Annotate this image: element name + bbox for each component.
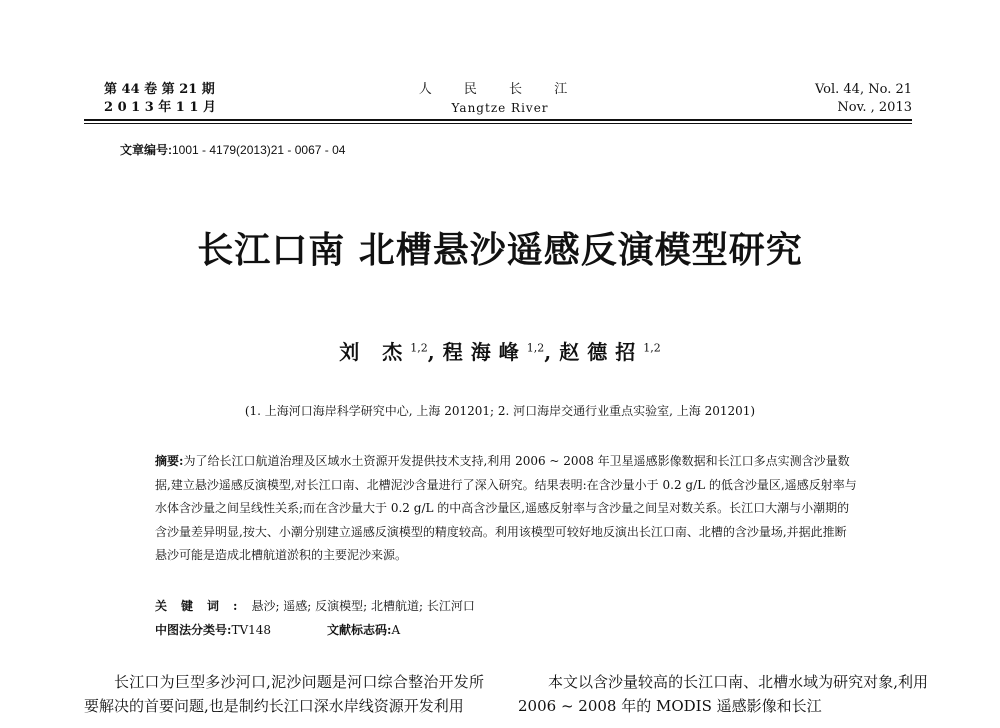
date-line: 2 0 1 3 年 1 1 月	[104, 100, 216, 115]
header-rule-thick	[84, 119, 912, 121]
clc-label: 中图法分类号:	[155, 623, 232, 637]
abstract-text: 为了给长江口航道治理及区域水土资源开发提供技术支持,利用 2006 ~ 2008 年卫星遥感影像数据和长江口多点实测含沙量数据,建立悬沙遥感反演模型,对长江口南、北槽泥沙含量进行了深入研究。结果表明:在含沙量小于 0.2 g/L 的低含沙量区,遥感反射率与水体含沙量之间呈线性关系;而在含沙量大于 0.2 g/L 的中高含沙量区,遥感反射率与含沙量之间呈对数关系。长江口大潮与小潮期的含沙量差异明显,按大、小潮分别建立遥感反演模型的精度较高。利用该模型可较好地反演出长江口南、北槽的含沙量场,并据此推断悬沙可能是造成北槽航道淤积的主要泥沙来源。	[155, 454, 857, 562]
classification	[155, 621, 400, 638]
volume-issue-line: 第 44 卷 第 21 期	[104, 82, 215, 97]
doc-code-label: 文献标志码:	[327, 623, 392, 637]
body-column-right: 本文以含沙量较高的长江口南、北槽水域为研究对象,利用 2006 ~ 2008 年的 MODIS 遥感影像和长江	[518, 673, 928, 715]
doc-code-value: A	[391, 623, 401, 637]
author-affiliation-mark: 1,2	[410, 341, 428, 355]
paper-title: 长江口南 北槽悬沙遥感反演模型研究	[197, 230, 803, 271]
author-name: 刘 杰	[339, 340, 411, 364]
keywords-label: 关键词:	[155, 599, 252, 613]
abstract	[155, 450, 857, 568]
keywords-value: 悬沙; 遥感; 反演模型; 北槽航道; 长江河口	[251, 599, 475, 613]
author-name: 赵德招	[559, 340, 644, 364]
author-affiliation-mark: 1,2	[643, 341, 661, 355]
clc-value: TV148	[231, 623, 272, 637]
journal-name-cn: 人 民 长 江	[418, 82, 582, 97]
journal-name-en: Yangtze River	[451, 101, 549, 115]
body-column-left: 长江口为巨型多沙河口,泥沙问题是河口综合整治开发所要解决的首要问题,也是制约长江口深水岸线资源开发利用	[84, 673, 484, 715]
date-en-line: Nov. , 2013	[837, 100, 912, 115]
article-number-value: 1001 - 4179(2013)21 - 0067 - 04	[172, 143, 346, 157]
volume-en-line: Vol. 44, No. 21	[814, 82, 912, 97]
article-number	[120, 141, 345, 158]
author-name: 程海峰	[442, 340, 527, 364]
author-affiliation-mark: 1,2	[526, 341, 545, 355]
header-rule-thin	[84, 123, 912, 124]
article-number-label: 文章编号:	[120, 143, 172, 157]
journal-volume-en	[815, 81, 912, 117]
keywords	[155, 597, 475, 614]
author-list: 刘 杰$^{1,2}$,程海峰$^{1,2}$,赵德招$^{1,2}$	[339, 340, 661, 364]
abstract-label: 摘要:	[155, 454, 184, 468]
affiliations: (1. 上海河口海岸科学研究中心, 上海 201201; 2. 河口海岸交通行业重点实验室, 上海 201201)	[244, 404, 756, 418]
